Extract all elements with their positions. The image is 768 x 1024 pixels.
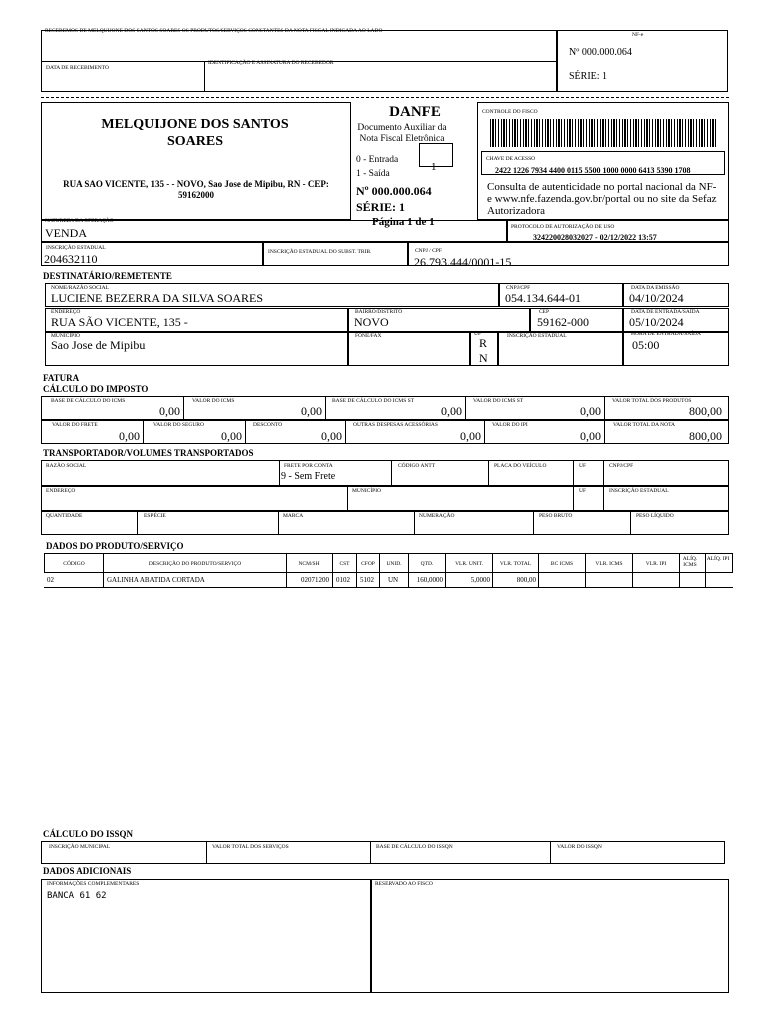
th-vlr-unit: VLR. UNIT. bbox=[455, 561, 483, 567]
dest-uf-1: R bbox=[479, 336, 488, 350]
danfe-entrada: 0 - Entrada bbox=[356, 155, 399, 165]
imposto-r1-div2 bbox=[325, 396, 326, 420]
chave-label: CHAVE DE ACESSO bbox=[486, 156, 536, 162]
th-qtd: QTD. bbox=[420, 561, 434, 567]
transp-peso-liq-label: PESO LÍQUIDO bbox=[636, 513, 674, 519]
transp-uf-label: UF bbox=[579, 463, 587, 469]
dest-nome-value: LUCIENE BEZERRA DA SILVA SOARES bbox=[51, 291, 264, 305]
chave-value: 2422 1226 7934 4400 0115 5500 1000 0000 6413 5390 1708 bbox=[495, 166, 691, 175]
issqn-section: CÁLCULO DO ISSQN bbox=[43, 829, 134, 839]
th-cfop: CFOP bbox=[361, 561, 375, 567]
icms-label: VALOR DO ICMS bbox=[192, 398, 235, 404]
emitente-endereco: RUA SAO VICENTE, 135 - - NOVO, Sao Jose de Mipibu, RN - CEP: 59162000 bbox=[63, 179, 329, 200]
controle-fisco-label: CONTROLE DO FISCO bbox=[482, 109, 538, 115]
dest-cep-value: 59162-000 bbox=[537, 315, 589, 329]
transp-ie-label: INSCRIÇÃO ESTADUAL bbox=[609, 488, 669, 494]
barcode bbox=[490, 119, 718, 147]
imposto-r1-div3 bbox=[465, 396, 466, 420]
dest-cnpj-value: 054.134.644-01 bbox=[505, 291, 581, 305]
transp-cnpj-label: CNPJ/CPF bbox=[609, 463, 634, 469]
td-descricao: GALINHA ABATIDA CORTADA bbox=[107, 576, 205, 584]
dest-uf-2: N bbox=[479, 351, 488, 365]
canhoto-nfe-label: NF-e bbox=[632, 32, 644, 38]
transp-frete-value: 9 - Sem Frete bbox=[281, 471, 336, 482]
desconto-label: DESCONTO bbox=[253, 422, 283, 428]
produtos-section: DADOS DO PRODUTO/SERVIÇO bbox=[46, 541, 184, 551]
dest-ie-label: INSCRIÇÃO ESTADUAL bbox=[507, 333, 567, 339]
fatura-section: FATURA bbox=[43, 373, 80, 383]
total-prod-label: VALOR TOTAL DOS PRODUTOS bbox=[612, 398, 692, 404]
seguro-value: 0,00 bbox=[221, 429, 242, 443]
imposto-r1-div1 bbox=[183, 396, 184, 420]
transp-r2-div3 bbox=[603, 486, 604, 511]
danfe-serie: SÉRIE: 1 bbox=[356, 200, 406, 214]
ipi-label: VALOR DO IPI bbox=[492, 422, 528, 428]
bc-icms-value: 0,00 bbox=[159, 404, 180, 418]
th-unid: UNID. bbox=[386, 561, 402, 567]
td-unid: UN bbox=[388, 576, 399, 584]
ie-label: INSCRIÇÃO ESTADUAL bbox=[46, 245, 106, 251]
transp-r1-div2 bbox=[391, 460, 392, 486]
imposto-r2-div5 bbox=[604, 420, 605, 444]
th-descricao: DESCRIÇÃO DO PRODUTO/SERVIÇO bbox=[148, 561, 242, 567]
dest-endereco-value: RUA SÃO VICENTE, 135 - bbox=[51, 315, 188, 329]
transp-antt-label: CÓDIGO ANTT bbox=[398, 463, 436, 469]
imposto-r1-div4 bbox=[604, 396, 605, 420]
dest-municipio-value: Sao Jose de Mipibu bbox=[51, 338, 146, 352]
natureza-value: VENDA bbox=[45, 226, 87, 240]
transp-r1-div5 bbox=[603, 460, 604, 486]
dest-emissao-value: 04/10/2024 bbox=[629, 291, 684, 305]
danfe-numero: Nº 000.000.064 bbox=[356, 184, 432, 198]
td-qtd: 160,0000 bbox=[416, 576, 443, 584]
td-cfop: 5102 bbox=[360, 576, 374, 584]
transp-r2-div1 bbox=[347, 486, 348, 511]
transp-especie-label: ESPÉCIE bbox=[144, 513, 166, 519]
bc-icms-label: BASE DE CÁLCULO DO ICMS bbox=[51, 398, 126, 404]
transp-qtd-label: QUANTIDADE bbox=[46, 513, 83, 519]
dest-bairro-label: BAIRRO/DISTRITO bbox=[355, 309, 403, 315]
dest-nome-label: NOME/RAZÃO SOCIAL bbox=[51, 285, 109, 291]
frete-label: VALOR DO FRETE bbox=[52, 422, 98, 428]
transporte-section: TRANSPORTADOR/VOLUMES TRANSPORTADOS bbox=[43, 448, 254, 458]
issqn-im-label: INSCRIÇÃO MUNICIPAL bbox=[49, 844, 111, 850]
protocolo-value: 324220028032027 - 02/12/2022 13:57 bbox=[533, 233, 657, 242]
dest-emissao-label: DATA DA EMISSÃO bbox=[631, 285, 680, 291]
th-aliq-icms: ALÍQ. ICMS bbox=[682, 556, 698, 569]
dest-entrada-value: 05/10/2024 bbox=[629, 315, 684, 329]
dest-hora-value: 05:00 bbox=[632, 338, 660, 352]
ipi-value: 0,00 bbox=[580, 429, 601, 443]
imposto-r2-div3 bbox=[345, 420, 346, 444]
td-vlr-unit: 5,0000 bbox=[470, 576, 490, 584]
danfe-subtitle: Documento Auxiliar da Nota Fiscal Eletrônica bbox=[357, 123, 447, 144]
reservado-label: RESERVADO AO FISCO bbox=[375, 881, 433, 887]
bc-st-label: BASE DE CÁLCULO DO ICMS ST bbox=[332, 398, 415, 404]
transp-peso-bruto-label: PESO BRUTO bbox=[539, 513, 573, 519]
transp-marca-label: MARCA bbox=[283, 513, 304, 519]
dest-cep-label: CEP bbox=[539, 309, 550, 315]
th-vlr-total: VLR. TOTAL bbox=[499, 561, 532, 567]
danfe-pagina: Página 1 de 1 bbox=[372, 216, 435, 228]
canhoto-identificacao-label: IDENTIFICAÇÃO E ASSINATURA DO RECEBEDOR bbox=[208, 60, 334, 66]
transp-razao-label: RAZÃO SOCIAL bbox=[46, 463, 87, 469]
transp-r3-div3 bbox=[414, 511, 415, 535]
transp-municipio-label: MUNICÍPIO bbox=[352, 488, 382, 494]
th-cst: CST bbox=[339, 561, 350, 567]
canhoto-divider bbox=[204, 61, 205, 92]
icms-st-value: 0,00 bbox=[580, 404, 601, 418]
canhoto-numero: Nº 000.000.064 bbox=[569, 47, 632, 58]
ie-value: 204632110 bbox=[44, 252, 98, 266]
icms-value: 0,00 bbox=[301, 404, 322, 418]
transp-uf2-label: UF bbox=[579, 488, 587, 494]
td-ncm: 02071200 bbox=[301, 576, 329, 584]
th-bc-icms: BC ICMS bbox=[550, 561, 574, 567]
th-vlr-ipi: VLR. IPI bbox=[645, 561, 667, 567]
outras-value: 0,00 bbox=[460, 429, 481, 443]
frete-value: 0,00 bbox=[119, 429, 140, 443]
issqn-div2 bbox=[370, 841, 371, 864]
total-nota-value: 800,00 bbox=[689, 429, 722, 443]
seguro-label: VALOR DO SEGURO bbox=[153, 422, 204, 428]
protocolo-label: PROTOCOLO DE AUTORIZAÇÃO DE USO bbox=[511, 224, 615, 230]
outras-label: OUTRAS DESPESAS ACESSÓRIAS bbox=[353, 422, 438, 428]
td-cst: 0102 bbox=[336, 576, 350, 584]
imposto-r2-div2 bbox=[245, 420, 246, 444]
issqn-div1 bbox=[206, 841, 207, 864]
issqn-div3 bbox=[550, 841, 551, 864]
canhoto-serie: SÉRIE: 1 bbox=[569, 71, 608, 82]
transp-frete-label: FRETE POR CONTA bbox=[284, 463, 333, 469]
emitente-nome: MELQUIJONE DOS SANTOS SOARES bbox=[101, 117, 289, 149]
dest-uf-label: UF bbox=[474, 331, 482, 337]
dest-endereco-label: ENDEREÇO bbox=[51, 309, 81, 315]
transp-numeracao-label: NUMERAÇÃO bbox=[419, 513, 455, 519]
reservado-box bbox=[371, 879, 729, 993]
transp-r1-div1 bbox=[279, 460, 280, 486]
danfe-tipo: 1 bbox=[431, 161, 437, 173]
td-codigo: 02 bbox=[47, 576, 54, 584]
consulta-text: Consulta de autenticidade no portal nacional da NF-e www.nfe.fazenda.gov.br/portal ou no site da Sefaz Autorizadora bbox=[487, 181, 717, 218]
adicionais-section: DADOS ADICIONAIS bbox=[43, 866, 132, 876]
transp-r2-div2 bbox=[573, 486, 574, 511]
bc-st-value: 0,00 bbox=[441, 404, 462, 418]
dest-hora-label: HORA DE ENTRADA/SAÍDA bbox=[631, 331, 701, 337]
imposto-r2-div4 bbox=[484, 420, 485, 444]
dest-fone-label: FONE/FAX bbox=[355, 333, 382, 339]
canhoto-data-label: DATA DE RECEBIMENTO bbox=[46, 65, 110, 71]
cut-line bbox=[41, 97, 729, 98]
natureza-label: NATUREZA DA OPERAÇÃO bbox=[45, 218, 114, 224]
icms-st-label: VALOR DO ICMS ST bbox=[473, 398, 524, 404]
dest-entrada-label: DATA DE ENTRADA/SAÍDA bbox=[631, 309, 700, 315]
transp-r1-div3 bbox=[488, 460, 489, 486]
danfe-title: DANFE bbox=[389, 104, 441, 120]
transp-r3-div1 bbox=[137, 511, 138, 535]
th-vlr-icms: VLR. ICMS bbox=[595, 561, 623, 567]
cnpj-value: 26.793.444/0001-15 bbox=[414, 255, 512, 269]
th-codigo: CÓDIGO bbox=[63, 561, 85, 567]
desconto-value: 0,00 bbox=[321, 429, 342, 443]
td-vlr-total: 800,00 bbox=[516, 576, 536, 584]
destinatario-section: DESTINATÁRIO/REMETENTE bbox=[43, 271, 172, 281]
canhoto-nfe-box bbox=[557, 30, 728, 92]
transp-placa-label: PLACA DO VEÍCULO bbox=[494, 463, 547, 469]
info-value: BANCA 61 62 bbox=[47, 891, 107, 901]
transp-r3-div4 bbox=[533, 511, 534, 535]
canhoto-recebemos: RECEBEMOS DE MELQUIJONE DOS SANTOS SOARES OS PRODUTOS/SERVIÇOS CONSTANTES DA NOTA FISCAL INDICADA AO LADO bbox=[45, 28, 383, 34]
dest-municipio-label: MUNICÍPIO bbox=[51, 333, 81, 339]
issqn-valor-label: VALOR DO ISSQN bbox=[557, 844, 602, 850]
danfe-saida: 1 - Saída bbox=[356, 169, 390, 179]
dest-cnpj-label: CNPJ/CPF bbox=[506, 285, 531, 291]
transp-r3-div2 bbox=[278, 511, 279, 535]
imposto-r2-div1 bbox=[143, 420, 144, 444]
issqn-bc-label: BASE DE CÁLCULO DO ISSQN bbox=[376, 844, 453, 850]
transp-endereco-label: ENDEREÇO bbox=[46, 488, 76, 494]
total-prod-value: 800,00 bbox=[689, 404, 722, 418]
transp-r3-div5 bbox=[630, 511, 631, 535]
th-ncm: NCM/SH bbox=[298, 561, 320, 567]
cnpj-label: CNPJ / CPF bbox=[415, 248, 442, 254]
issqn-servicos-label: VALOR TOTAL DOS SERVIÇOS bbox=[212, 844, 289, 850]
total-nota-label: VALOR TOTAL DA NOTA bbox=[613, 422, 676, 428]
info-label: INFORMAÇÕES COMPLEMENTARES bbox=[47, 881, 140, 887]
th-aliq-ipi: ALÍQ. IPI bbox=[706, 556, 730, 562]
dest-bairro-value: NOVO bbox=[354, 315, 389, 329]
transp-r1-div4 bbox=[573, 460, 574, 486]
ie-st-label: INSCRIÇÃO ESTADUAL DO SUBST. TRIB. bbox=[268, 249, 372, 255]
imposto-section: CÁLCULO DO IMPOSTO bbox=[43, 384, 149, 394]
